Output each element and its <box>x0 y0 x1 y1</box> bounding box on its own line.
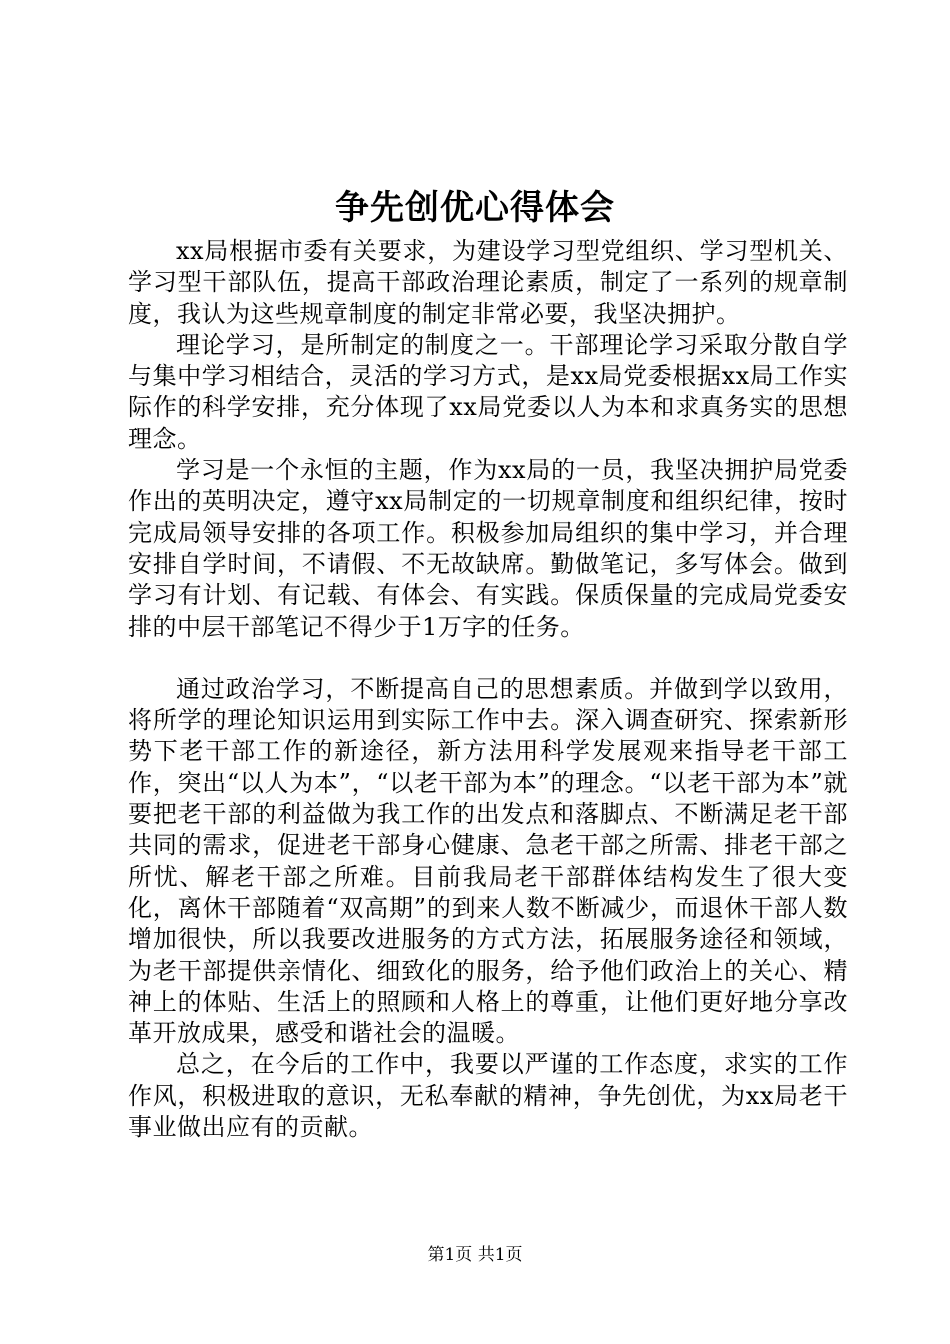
document-body <box>128 236 848 1143</box>
paragraph-3: 学习是一个永恒的主题，作为xx局的一员，我坚决拥护局党委作出的英明决定，遵守xx局制定的一切规章制度和组织纪律，按时完成局领导安排的各项工作。积极参加局组织的集中学习，并合理安排自学时间，不请假、不无故缺席。勤做笔记，多写体会。做到学习有计划、有记载、有体会、有实践。保质保量的完成局党委安排的中层干部笔记不得少于1万字的任务。 <box>128 456 848 641</box>
paragraph-5: 总之，在今后的工作中，我要以严谨的工作态度，求实的工作作风，积极进取的意识，无私奉献的精神，争先创优，为xx局老干事业做出应有的贡献。 <box>128 1050 848 1142</box>
paragraph-4: 通过政治学习，不断提高自己的思想素质。并做到学以致用，将所学的理论知识运用到实际工作中去。深入调查研究、探索新形势下老干部工作的新途径，新方法用科学发展观来指导老干部工作，突出“以人为本”，“以老干部为本”的理念。“以老干部为本”就要把老干部的利益做为我工作的出发点和落脚点、不断满足老干部共同的需求，促进老干部身心健康、急老干部之所需、排老干部之所忧、解老干部之所难。目前我局老干部群体结构发生了很大变化，离休干部随着“双高期”的到来人数不断减少，而退休干部人数增加很快，所以我要改进服务的方式方法，拓展服务途径和领域，为老干部提供亲情化、细致化的服务，给予他们政治上的关心、精神上的体贴、生活上的照顾和人格上的尊重，让他们更好地分享改革开放成果，感受和谐社会的温暖。 <box>128 674 848 1048</box>
document-title: 争先创优心得体会 <box>335 188 615 228</box>
page-footer: 第1页 共1页 <box>427 1245 523 1265</box>
paragraph-1: xx局根据市委有关要求，为建设学习型党组织、学习型机关、学习型干部队伍，提高干部政治理论素质，制定了一系列的规章制度，我认为这些规章制度的制定非常必要，我坚决拥护。 <box>128 237 848 328</box>
paragraph-2: 理论学习，是所制定的制度之一。干部理论学习采取分散自学与集中学习相结合，灵活的学习方式，是xx局党委根据xx局工作实际作的科学安排，充分体现了xx局党委以人为本和求真务实的思想理念。 <box>128 330 848 453</box>
